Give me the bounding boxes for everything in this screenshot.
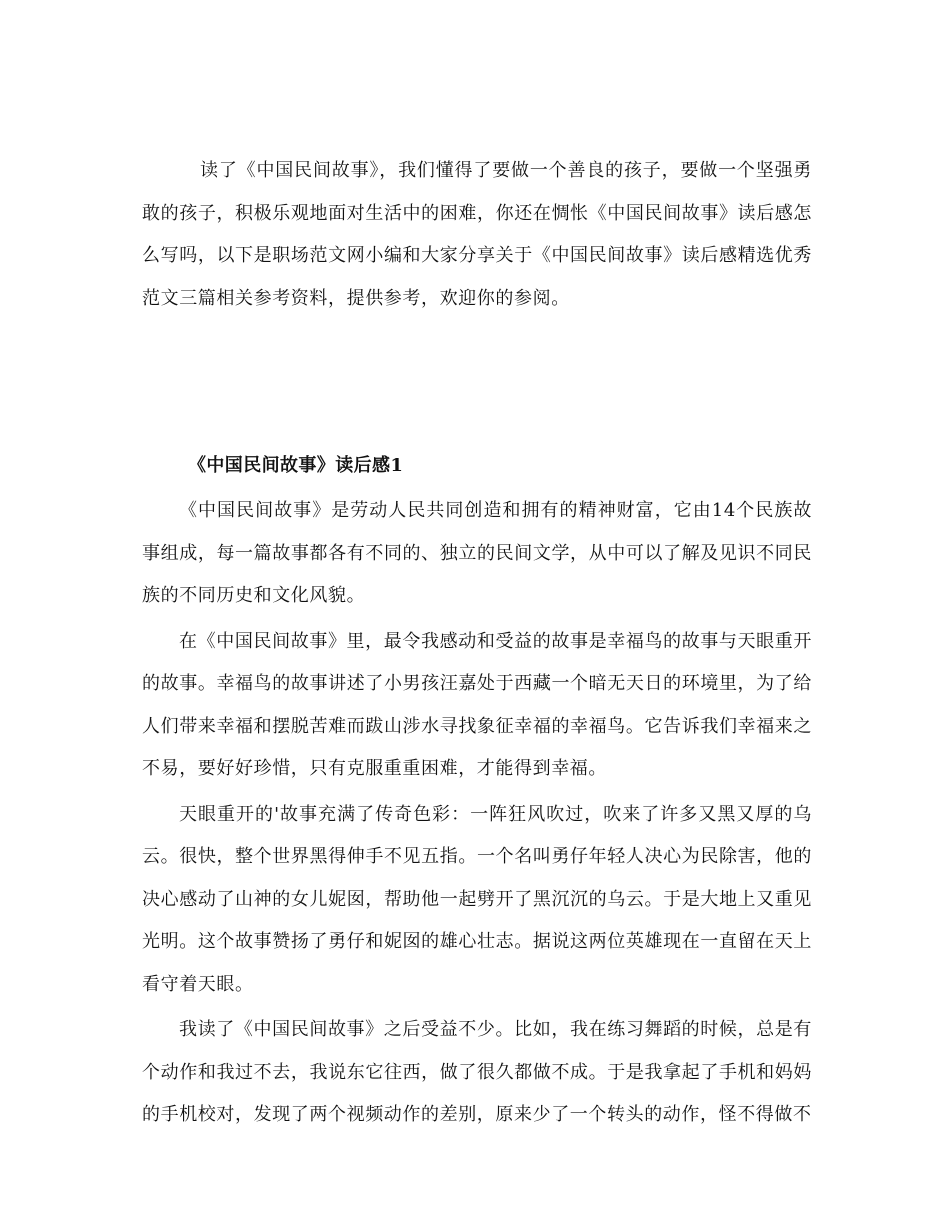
intro-paragraph: 读了《中国民间故事》，我们懂得了要做一个善良的孩子，要做一个坚强勇敢的孩子，积极乐观地面对生活中的困难，你还在惆怅《中国民间故事》读后感怎么写吗，以下是职场范文网小编和大家分享关于《中国民间故事》读后感精选优秀范文三篇相关参考资料，提供参考，欢迎你的参阅。 — [142, 160, 812, 309]
article-body — [142, 490, 812, 1140]
body-paragraph: 《中国民间故事》是劳动人民共同创造和拥有的精神财富，它由14个民族故事组成，每一篇故事都各有不同的、独立的民间文学，从中可以了解及见识不同民族的不同历史和文化风貌。 — [142, 500, 812, 606]
body-paragraph: 我读了《中国民间故事》之后受益不少。比如，我在练习舞蹈的时候，总是有个动作和我过不去，我说东它往西，做了很久都做不成。于是我拿起了手机和妈妈的手机校对，发现了两个视频动作的差别，原来少了一个转头的动作，怪不得做不 — [142, 1019, 812, 1125]
body-paragraph: 在《中国民间故事》里，最令我感动和受益的故事是幸福鸟的故事与天眼重开的故事。幸福鸟的故事讲述了小男孩汪嘉处于西藏一个暗无天日的环境里，为了给人们带来幸福和摆脱苦难而跋山涉水寻找象征幸福的幸福鸟。它告诉我们幸福来之不易，要好好珍惜，只有克服重重困难，才能得到幸福。 — [142, 630, 812, 779]
body-paragraph: 天眼重开的'故事充满了传奇色彩：一阵狂风吹过，吹来了许多又黑又厚的乌云。很快，整个世界黑得伸手不见五指。一个名叫勇仔年轻人决心为民除害，他的决心感动了山神的女儿妮囡，帮助他一起劈开了黑沉沉的乌云。于是大地上又重见光明。这个故事赞扬了勇仔和妮囡的雄心壮志。据说这两位英雄现在一直留在天上看守着天眼。 — [142, 803, 812, 995]
section-title: 《中国民间故事》读后感1 — [188, 455, 404, 476]
